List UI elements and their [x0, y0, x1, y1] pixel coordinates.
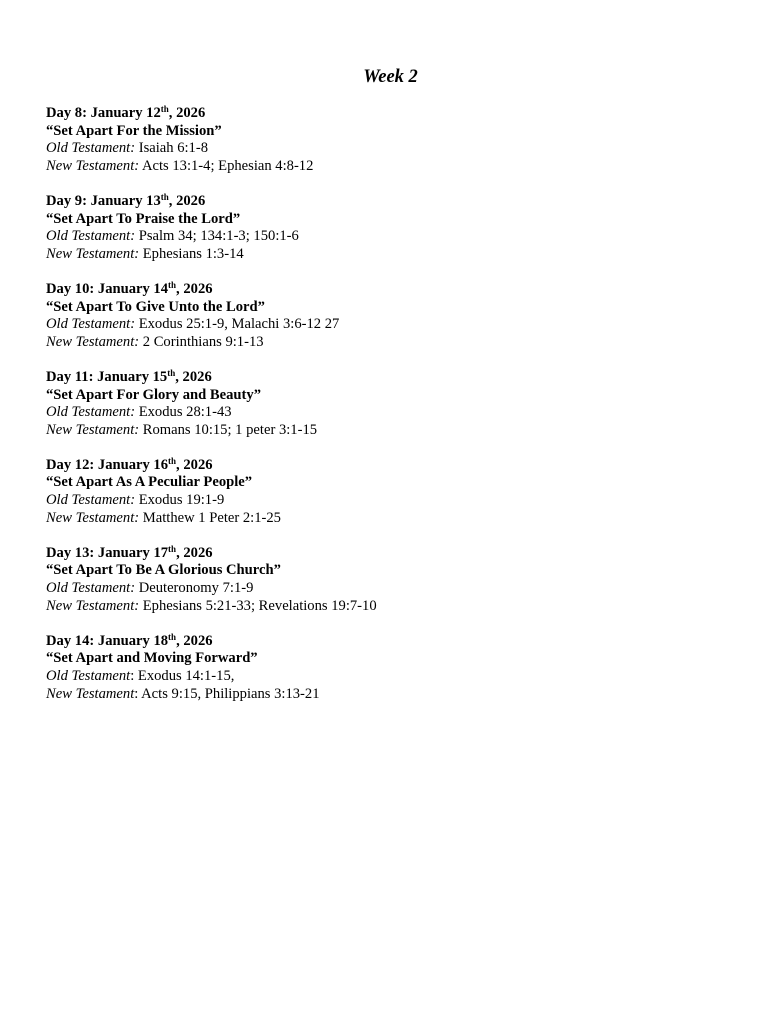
new-testament-reading	[46, 510, 746, 528]
new-testament-reading	[46, 158, 746, 176]
day-year: , 2026	[175, 368, 212, 385]
reading-text: Acts 13:1-4; Ephesian 4:8-12	[139, 157, 314, 174]
day-number: Day 13:	[46, 544, 95, 561]
day-heading	[46, 545, 746, 563]
reading-text: Deuteronomy 7:1-9	[135, 580, 254, 597]
day-number: Day 14:	[46, 632, 95, 649]
day-heading	[46, 633, 746, 651]
reading-label: New Testament:	[46, 333, 140, 350]
reading-label: Old Testament:	[46, 140, 136, 157]
day-entry	[46, 281, 746, 351]
date-suffix: th	[160, 191, 169, 202]
date-suffix: th	[168, 279, 177, 290]
reading-label: New Testament:	[46, 421, 140, 438]
day-date: January 16	[97, 456, 169, 473]
day-theme: “Set Apart To Be A Glorious Church”	[46, 562, 281, 579]
reading-label: New Testament:	[46, 157, 140, 174]
reading-plan	[46, 105, 746, 721]
date-suffix: th	[168, 631, 177, 642]
reading-text: Ephesians 5:21-33; Revelations 19:7-10	[139, 597, 377, 614]
day-heading	[46, 369, 746, 387]
old-testament-reading	[46, 140, 746, 158]
date-suffix: th	[168, 543, 177, 554]
day-number: Day 11:	[46, 368, 94, 385]
date-suffix: th	[167, 367, 176, 378]
old-testament-reading	[46, 492, 746, 510]
week-title: Week 2	[363, 67, 418, 87]
new-testament-reading	[46, 422, 746, 440]
day-year: , 2026	[168, 105, 206, 121]
day-number: Day 9:	[46, 192, 87, 209]
day-entry	[46, 633, 746, 703]
day-date: January 15	[97, 368, 168, 385]
new-testament-reading	[46, 246, 746, 264]
reading-text: Ephesians 1:3-14	[139, 245, 244, 262]
day-entry	[46, 457, 746, 527]
day-heading	[46, 193, 746, 211]
date-suffix: th	[160, 104, 169, 114]
day-year: , 2026	[176, 544, 213, 561]
day-entry	[46, 545, 746, 615]
reading-text: Psalm 34; 134:1-3; 150:1-6	[135, 228, 299, 245]
day-year: , 2026	[176, 632, 213, 649]
date-suffix: th	[168, 455, 177, 466]
reading-text: Matthew 1 Peter 2:1-25	[139, 509, 281, 526]
day-entry	[46, 369, 746, 439]
reading-label: New Testament	[46, 685, 135, 702]
reading-text: : Acts 9:15, Philippians 3:13-21	[134, 685, 320, 702]
reading-label: Old Testament:	[46, 580, 136, 597]
day-heading	[46, 105, 746, 123]
day-date: January 13	[90, 192, 161, 209]
reading-label: Old Testament:	[46, 228, 136, 245]
reading-text: Exodus 28:1-43	[135, 404, 232, 421]
old-testament-reading	[46, 580, 746, 598]
reading-label: New Testament:	[46, 597, 140, 614]
reading-text: : Exodus 14:1-15,	[130, 668, 235, 684]
day-year: , 2026	[176, 456, 213, 473]
reading-label: Old Testament:	[46, 404, 136, 421]
day-date: January 12	[90, 105, 161, 121]
old-testament-reading	[46, 228, 746, 246]
old-testament-reading	[46, 404, 746, 422]
reading-text: Exodus 25:1-9, Malachi 3:6-12 27	[135, 316, 340, 333]
day-date: January 17	[97, 544, 169, 561]
old-testament-reading	[46, 668, 746, 686]
day-theme: “Set Apart For Glory and Beauty”	[46, 386, 261, 403]
reading-text: Exodus 19:1-9	[135, 492, 225, 509]
day-date: January 18	[97, 632, 169, 649]
reading-label: Old Testament:	[46, 316, 136, 333]
day-year: , 2026	[176, 280, 213, 297]
reading-label: Old Testament:	[46, 492, 136, 509]
reading-text: 2 Corinthians 9:1-13	[139, 333, 264, 350]
day-theme: “Set Apart As A Peculiar People”	[46, 474, 253, 491]
day-heading	[46, 457, 746, 475]
new-testament-reading	[46, 686, 746, 704]
day-number: Day 10:	[46, 280, 98, 297]
day-theme: “Set Apart and Moving Forward”	[46, 650, 258, 667]
reading-text: Isaiah 6:1-8	[135, 140, 209, 157]
day-heading	[46, 281, 746, 299]
day-number: Day 8:	[46, 105, 87, 121]
day-date: January 14	[97, 280, 169, 297]
reading-label: New Testament:	[46, 245, 140, 262]
day-year: , 2026	[168, 192, 206, 209]
day-number: Day 12:	[46, 456, 98, 473]
reading-label: Old Testament	[46, 668, 131, 684]
day-theme: “Set Apart For the Mission”	[46, 122, 222, 139]
day-entry	[46, 193, 746, 263]
new-testament-reading	[46, 598, 746, 616]
day-theme: “Set Apart To Give Unto the Lord”	[46, 298, 265, 315]
old-testament-reading	[46, 316, 746, 334]
reading-text: Romans 10:15; 1 peter 3:1-15	[139, 421, 318, 438]
day-theme: “Set Apart To Praise the Lord”	[46, 210, 241, 227]
new-testament-reading	[46, 334, 746, 352]
day-entry	[46, 105, 746, 175]
reading-label: New Testament:	[46, 509, 140, 526]
